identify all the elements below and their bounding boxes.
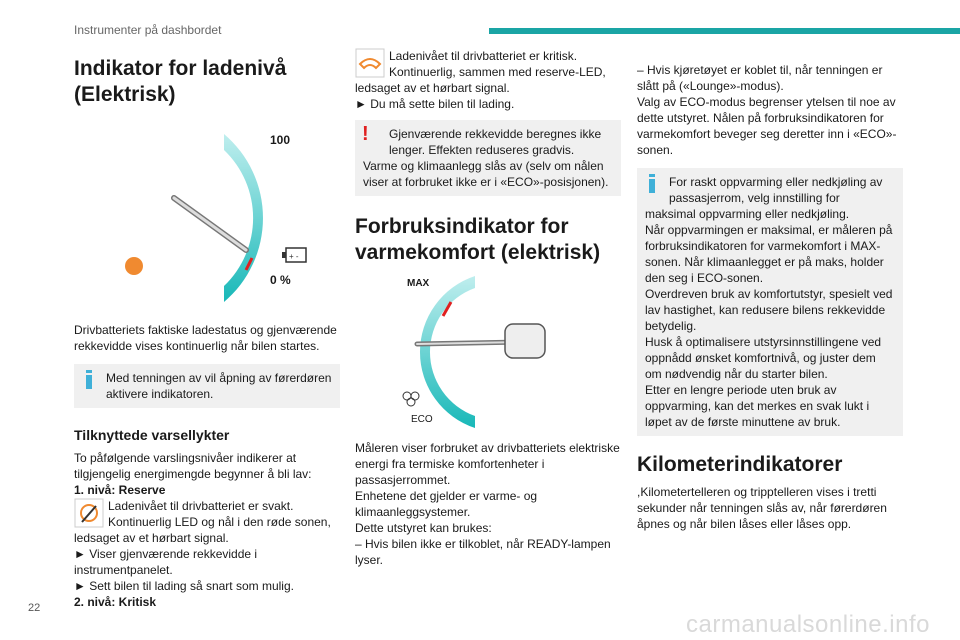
charge-level-gauge xyxy=(74,118,340,308)
charge-description: Drivbatteriets faktiske ladestatus og gjenværende rekkevidde vises kontinuerlig når bilen startes. xyxy=(74,323,337,353)
critical-text-a: Ladenivået til drivbatteriet er kritisk. xyxy=(389,49,578,63)
critical-battery-icon xyxy=(355,48,385,78)
fan-icon xyxy=(403,392,419,406)
warning-levels-intro: To påfølgende varslingsnivåer indikerer at tilgjengelig energimengde begynner å bli lav: xyxy=(74,451,312,481)
info-box-ignition xyxy=(74,364,340,408)
level1-step1: ► Viser gjenværende rekkevidde i instrumentpanelet. xyxy=(74,547,258,577)
comfort-consumption-gauge xyxy=(355,272,621,432)
charge-indicator-title: Indikator for ladenivå (Elektrisk) xyxy=(74,57,287,106)
critical-step: ► Du må sette bilen til lading. xyxy=(355,97,515,111)
watermark: carmanualsonline.info xyxy=(686,611,930,638)
gauge-max-label: 100 xyxy=(270,133,291,147)
level1-step2: ► Sett bilen til lading så snart som mulig. xyxy=(74,579,294,593)
info-text-e: Overdreven bruk av komfortutstyr, spesielt ved lav hastighet, kan redusere bilens rekkevidde betydelig. xyxy=(645,287,893,333)
level1-text-c: ledsaget av et hørbart signal. xyxy=(74,531,229,545)
level1-text-a: Ladenivået til drivbatteriet er svakt. xyxy=(108,499,294,513)
header-accent-bar xyxy=(489,28,960,34)
odometer-title: Kilometerindikatorer xyxy=(637,453,843,476)
info-text-b: passasjerrom, velg innstilling for xyxy=(669,191,840,205)
info-text-a: For raskt oppvarming eller nedkjøling av xyxy=(669,175,883,189)
section-header: Instrumenter på dashbordet xyxy=(74,23,222,37)
info-text: Med tenningen av vil åpning av førerdøren aktivere indikatoren. xyxy=(106,371,332,401)
eco-mode-text: Valg av ECO-modus begrenser ytelsen til noe av dette utstyret. Nålen på forbruksindikatoren for varmekomfort beveger seg deretter inn i «ECO»-sonen. xyxy=(637,95,897,157)
column-3 xyxy=(637,62,903,532)
comfort-indicator-title: Forbruksindikator for varmekomfort (elektrisk) xyxy=(355,215,601,264)
warning-box-range xyxy=(355,120,621,196)
comfort-gauge-hub xyxy=(505,324,545,358)
battery-icon xyxy=(282,248,306,262)
level2-label: 2. nivå: Kritisk xyxy=(74,595,157,609)
info-icon xyxy=(86,375,92,389)
warning-led xyxy=(125,257,143,275)
charging-plug-icon xyxy=(74,498,104,528)
lounge-mode-text: – Hvis kjøretøyet er koblet til, når tenningen er slått på («Lounge»-modus). xyxy=(637,63,883,93)
warning-text-b: lenger. Effekten reduseres gradvis. xyxy=(389,143,575,157)
comfort-gauge-eco-label: ECO xyxy=(411,414,433,425)
level1-label: 1. nivå: Reserve xyxy=(74,483,166,497)
info-text-g: Etter en lengre periode uten bruk av oppvarming, kan det merkes en svak lukt i løpet av de første minuttene av bruk. xyxy=(645,383,870,429)
comfort-usage-ready: – Hvis bilen ikke er tilkoblet, når READY-lampen lyser. xyxy=(355,537,611,567)
odometer-text: ,Kilometertelleren og tripptelleren vises i tretti sekunder når tenningen slås av, når førerdøren åpnes og når bilen låses eller låses opp. xyxy=(637,485,887,531)
comfort-usage-intro: Dette utstyret kan brukes: xyxy=(355,521,492,535)
column-1 xyxy=(74,40,340,610)
critical-text-b: Kontinuerlig, sammen med reserve-LED, xyxy=(389,65,606,79)
info-box-comfort xyxy=(637,168,903,436)
warning-lamps-title: Tilknyttede varsellykter xyxy=(74,427,230,443)
critical-block xyxy=(355,48,621,96)
warning-icon: ! xyxy=(362,123,369,145)
critical-text-c: ledsaget av et hørbart signal. xyxy=(355,81,510,95)
info-text-f: Husk å optimalisere utstyrsinnstillingene ved oppnådd ønsket komfortnivå, og juster dem om nødvendig når du starter bilen. xyxy=(645,335,882,381)
info-text-c: maksimal oppvarming eller nedkjøling. xyxy=(645,207,850,221)
comfort-description: Måleren viser forbruket av drivbatteriets elektriske energi fra termiske komfortenheter i passasjerrommet. xyxy=(355,441,620,487)
gauge-min-label: 0 % xyxy=(270,273,291,287)
level1-text-b: Kontinuerlig LED og nål i den røde sonen, xyxy=(108,515,331,529)
level1-block xyxy=(74,498,340,546)
comfort-gauge-max-label: MAX xyxy=(407,278,430,289)
comfort-units: Enhetene det gjelder er varme- og klimaanleggsystemer. xyxy=(355,489,538,519)
info-icon-dot xyxy=(86,370,92,373)
warning-text-c: Varme og klimaanlegg slås av (selv om nålen viser at forbruket ikke er i «ECO»-posisjonen). xyxy=(363,159,609,189)
info-icon-dot xyxy=(649,174,655,177)
info-icon xyxy=(649,179,655,193)
column-2 xyxy=(355,48,621,568)
page-number: 22 xyxy=(28,602,41,614)
svg-text:+ -: + - xyxy=(289,252,299,261)
warning-text-a: Gjenværende rekkevidde beregnes ikke xyxy=(389,127,602,141)
info-text-d: Når oppvarmingen er maksimal, er måleren på forbruksindikatoren for varmekomfort i MAX-sonen. Når klimaanlegget er på maks, holder den seg i ECO-sonen. xyxy=(645,223,893,285)
